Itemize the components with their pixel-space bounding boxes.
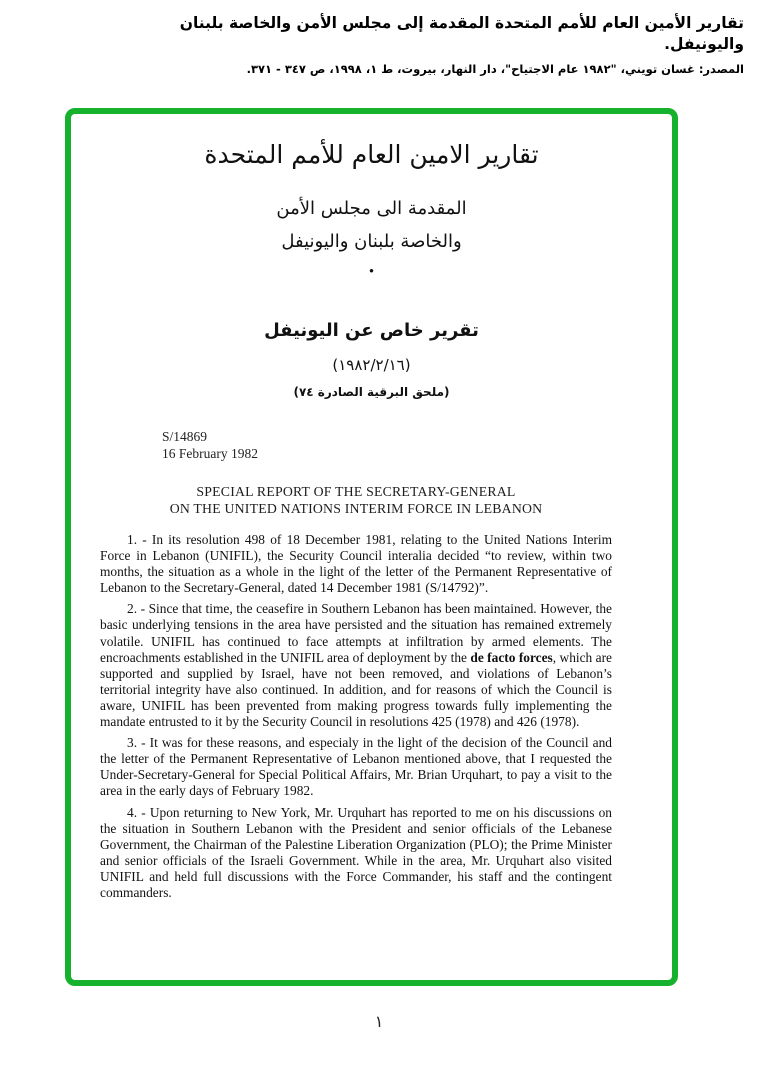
arabic-series-title-line3: والخاصة بلبنان واليونيفل — [281, 231, 462, 252]
paragraph-2-text-post: , which are supported and supplied by Israel, have not been removed, and violations of Lebanon’s territorial integrity have also continued. In addition, and for reasons of which the Council is aware, UNIFIL has been prevented from making progress towards fully implementing the mandate entrusted to it by the Security Council in resolutions 425 (1978) and 426 (1978). — [100, 649, 612, 730]
paragraph-1-text: 1. - In its resolution 498 of 18 December 1981, relating to the United Nations Interim Force in Lebanon (UNIFIL), the Security Council interalia decided “to review, within two months, the situation as a whole in the light of the letter of the Permanent Representative of Lebanon to the Secretary-General, dated 14 December 1981 (S/14792)”. — [100, 532, 612, 596]
paragraph-4-text: 4. - Upon returning to New York, Mr. Urquhart has reported to me on his discussions on the situation in Southern Lebanon with the President and senior officials of the Lebanese Government, the Chairman of the Palestine Liberation Organization (PLO); the Prime Minister and senior officials of the Israeli Government. While in the area, Mr. Urquhart also visited UNIFIL and held full discussions with the Force Commander, his staff and the contingent commanders. — [100, 804, 612, 900]
report-heading-line2: ON THE UNITED NATIONS INTERIM FORCE IN LEBANON — [169, 500, 543, 516]
report-annex-note: (ملحق البرقية الصادرة ٧٤) — [293, 385, 450, 399]
un-document-symbol: S/14869 — [162, 429, 208, 444]
paragraph-1 — [100, 532, 612, 596]
source-note-title: تقارير الأمين العام للأمم المتحدة المقدمة إلى مجلس الأمن والخاصة بلبنان واليونيفل. — [179, 14, 744, 53]
arabic-series-title-line2: المقدمة الى مجلس الأمن — [276, 198, 467, 219]
paragraph-3 — [100, 735, 612, 799]
report-heading-line1: SPECIAL REPORT OF THE SECRETARY-GENERAL — [196, 484, 516, 499]
source-note — [110, 13, 744, 76]
de-facto-forces-bold: de facto forces — [470, 649, 553, 665]
paragraph-2 — [100, 601, 612, 730]
paragraph-4 — [100, 805, 612, 902]
document-frame — [65, 108, 678, 986]
report-body — [100, 532, 612, 906]
source-note-citation: المصدر: غسان تويني، "١٩٨٢ عام الاجتياح"، دار النهار، بيروت، ط ١، ١٩٩٨، ص ٣٤٧ - ٣٧١. — [246, 61, 744, 76]
paragraph-3-text: 3. - It was for these reasons, and especialy in the light of the decision of the Council and the letter of the Permanent Representative of Lebanon mentioned above, that I requested the Under-Secretary-General for Special Political Affairs, Mr. Brian Urquhart, to pay a visit to the area in the early days of February 1982. — [100, 735, 612, 799]
bullet-separator: • — [368, 264, 375, 280]
document-reference-block — [162, 428, 258, 462]
report-date-arabic-numerals: (١٩٨٢/٢/١٦) — [332, 356, 411, 374]
report-english-heading — [100, 484, 612, 517]
paragraph-2-text-pre: 2. - Since that time, the ceasefire in Southern Lebanon has been maintained. However, the basic underlying tensions in the area have persisted and the situation has remained extremely volatile. UNIFIL has continued to face attempts at infiltration by armed elements. The encroachments established in the UNIFIL area of deployment by the — [100, 601, 612, 665]
arabic-series-title-line1: تقارير الامين العام للأمم المتحدة — [204, 140, 539, 169]
page-number: ١ — [374, 1012, 384, 1031]
report-arabic-title: تقرير خاص عن اليونيفل — [264, 320, 479, 341]
document-date: 16 February 1982 — [162, 446, 258, 461]
